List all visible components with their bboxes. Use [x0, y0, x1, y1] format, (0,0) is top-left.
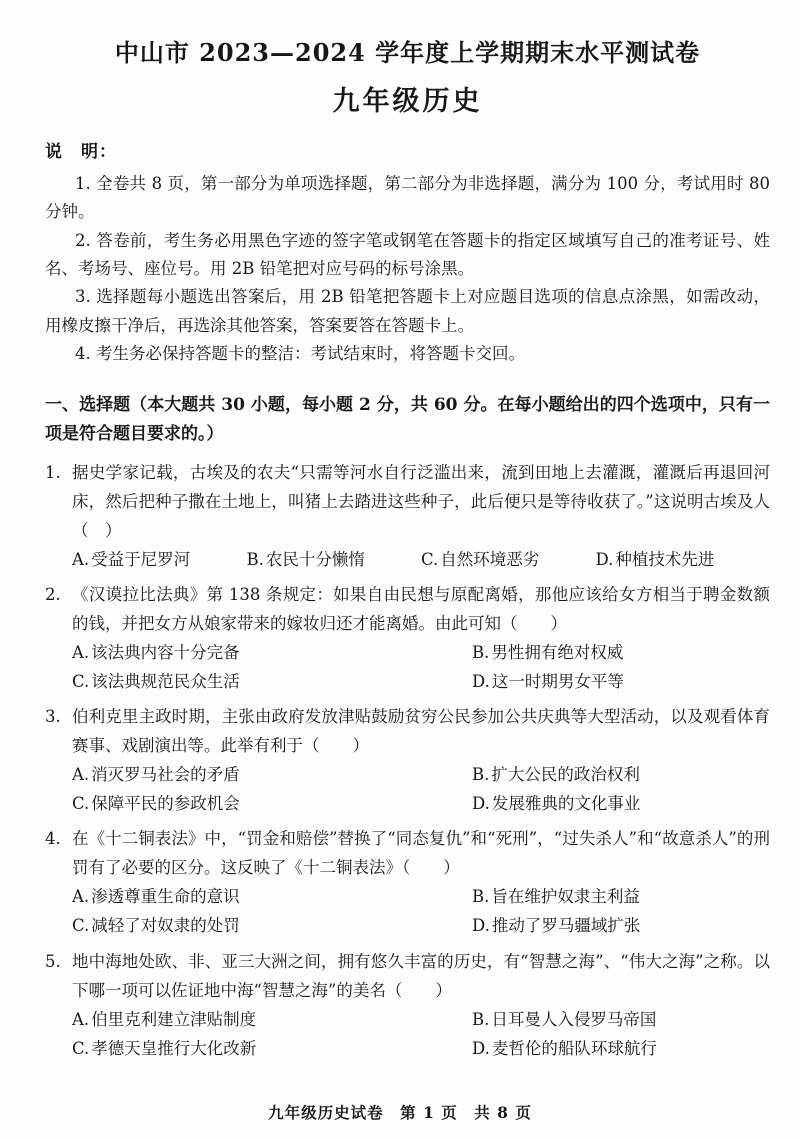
option-letter: B.: [472, 643, 490, 663]
option-letter: A.: [72, 643, 90, 663]
question-body: [45, 702, 770, 760]
option-letter: A.: [72, 765, 90, 785]
option-letter: D.: [472, 916, 490, 936]
option-list: [45, 638, 770, 696]
option-letter: B.: [472, 1009, 490, 1029]
option-list: [45, 760, 770, 818]
option-b[interactable]: [247, 545, 422, 574]
option-b[interactable]: [472, 760, 770, 789]
question-body: [45, 947, 770, 1005]
option-text: 麦哲伦的船队环球航行: [491, 1038, 657, 1058]
option-text: 日耳曼人入侵罗马帝国: [491, 1009, 657, 1029]
option-text: 减轻了对奴隶的处罚: [91, 916, 240, 936]
question-number: 2.: [45, 585, 61, 605]
option-b[interactable]: [472, 1005, 770, 1034]
option-letter: C.: [72, 794, 90, 814]
option-text: 保障平民的参政机会: [91, 794, 240, 814]
option-text: 该法典规范民众生活: [91, 672, 240, 692]
option-text: 消灭罗马社会的矛盾: [91, 765, 240, 785]
option-d[interactable]: [472, 911, 770, 940]
question-text: 在《十二铜表法》中，“罚金和赔偿”替换了“同态复仇”和“死刑”，“过失杀人”和“故意杀人”的刑罚有了必要的区分。这反映了《十二铜表法》（ ）: [72, 829, 770, 878]
question-body: [45, 458, 770, 545]
option-letter: D.: [472, 794, 490, 814]
option-letter: C.: [72, 916, 90, 936]
option-c[interactable]: [72, 1034, 472, 1063]
instruction-item: 3. 选择题每小题选出答案后，用 2B 铅笔把答题卡上对应题目选项的信息点涂黑，如需改动，用橡皮擦干净后，再选涂其他答案，答案要答在答题卡上。: [45, 287, 770, 335]
option-text: 该法典内容十分完备: [91, 643, 240, 663]
instruction-item: 2. 答卷前，考生务必用黑色字迹的签字笔或钢笔在答题卡的指定区域填写自己的准考证号、姓名、考场号、座位号。用 2B 铅笔把对应号码的标号涂黑。: [45, 230, 770, 279]
page-title: 中山市 2023—2024 学年度上学期期末水平测试卷: [114, 38, 701, 67]
option-letter: D.: [595, 550, 614, 570]
option-letter: D.: [472, 672, 490, 692]
question-item: [45, 458, 770, 574]
question-text: 地中海地处欧、非、亚三大洲之间，拥有悠久丰富的历史，有“智慧之海”、“伟大之海”之称。以下哪一项可以佐证地中海“智慧之海”的美名（ ）: [72, 951, 770, 1000]
option-letter: A.: [72, 550, 90, 570]
option-a[interactable]: [72, 760, 472, 789]
option-text: 推动了罗马疆域扩张: [491, 916, 641, 936]
option-text: 渗透尊重生命的意识: [91, 887, 240, 907]
option-letter: B.: [472, 887, 490, 907]
option-letter: C.: [421, 550, 439, 570]
option-letter: B.: [246, 550, 264, 570]
option-letter: D.: [472, 1038, 490, 1058]
question-text: 《汉谟拉比法典》第 138 条规定：如果自由民想与原配离婚，那他应该给女方相当于聘金数额的钱，并把女方从娘家带来的嫁妆归还才能离婚。由此可知（ ）: [72, 585, 770, 634]
instructions-block: [45, 140, 770, 368]
question-item: [45, 947, 770, 1063]
question-number: 1.: [45, 463, 61, 483]
option-letter: C.: [72, 672, 90, 692]
question-body: [45, 824, 770, 882]
option-letter: B.: [472, 765, 490, 785]
instruction-item: 4. 考生务必保持答题卡的整洁：考试结束时，将答题卡交回。: [75, 344, 525, 364]
question-item: [45, 580, 770, 696]
option-c[interactable]: [72, 789, 472, 818]
option-d[interactable]: [472, 667, 770, 696]
question-number: 3.: [45, 707, 61, 727]
question-number: 4.: [45, 829, 61, 849]
option-text: 这一时期男女平等: [491, 672, 624, 692]
question-item: [45, 824, 770, 940]
option-text: 旨在维护奴隶主利益: [491, 887, 640, 907]
option-list: [45, 545, 770, 574]
option-list: [45, 1005, 770, 1063]
option-text: 伯里克利建立津贴制度: [91, 1009, 257, 1029]
option-d[interactable]: [472, 789, 770, 818]
option-c[interactable]: [72, 667, 472, 696]
option-a[interactable]: [72, 882, 472, 911]
option-b[interactable]: [472, 882, 770, 911]
option-text: 孝德天皇推行大化改新: [91, 1038, 257, 1058]
option-text: 农民十分懒惰: [265, 550, 365, 570]
option-d[interactable]: [596, 545, 771, 574]
question-text: 据史学家记载，古埃及的农夫“只需等河水自行泛滥出来，流到田地上去灌溉，灌溉后再退回河床，然后把种子撒在土地上，叫猪上去踏进这些种子，此后便只是等待收获了。”这说明古埃及人（ ）: [72, 463, 770, 541]
option-text: 自然环境恶劣: [440, 550, 540, 570]
option-d[interactable]: [472, 1034, 770, 1063]
instruction-item: 1. 全卷共 8 页，第一部分为单项选择题，第二部分为非选择题，满分为 100 分，考试用时 80 分钟。: [45, 173, 770, 222]
option-a[interactable]: [72, 1005, 472, 1034]
option-text: 种植技术先进: [615, 550, 715, 570]
page-footer: 九年级历史试卷 第 1 页 共 8 页: [268, 1103, 532, 1122]
option-a[interactable]: [72, 545, 247, 574]
instructions-heading: 说 明：: [45, 142, 117, 163]
question-body: [45, 580, 770, 638]
option-c[interactable]: [72, 911, 472, 940]
option-letter: C.: [72, 1038, 90, 1058]
option-b[interactable]: [472, 638, 770, 667]
option-c[interactable]: [421, 545, 596, 574]
option-text: 扩大公民的政治权利: [491, 765, 640, 785]
question-item: [45, 702, 770, 818]
subject-title: 九年级历史: [332, 86, 483, 117]
option-text: 受益于尼罗河: [91, 550, 191, 570]
option-letter: A.: [72, 1009, 90, 1029]
option-list: [45, 882, 770, 940]
option-letter: A.: [72, 887, 90, 907]
section-heading-multiple-choice: 一、选择题（本大题共 30 小题，每小题 2 分，共 60 分。在每小题给出的四个选项中，只有一项是符合题目要求的。）: [45, 394, 770, 445]
option-a[interactable]: [72, 638, 472, 667]
question-number: 5.: [45, 951, 61, 971]
option-text: 发展雅典的文化事业: [491, 794, 641, 814]
question-text: 伯利克里主政时期，主张由政府发放津贴鼓励贫穷公民参加公共庆典等大型活动，以及观看体育赛事、戏剧演出等。此举有利于（ ）: [72, 707, 770, 756]
option-text: 男性拥有绝对权威: [491, 643, 624, 663]
